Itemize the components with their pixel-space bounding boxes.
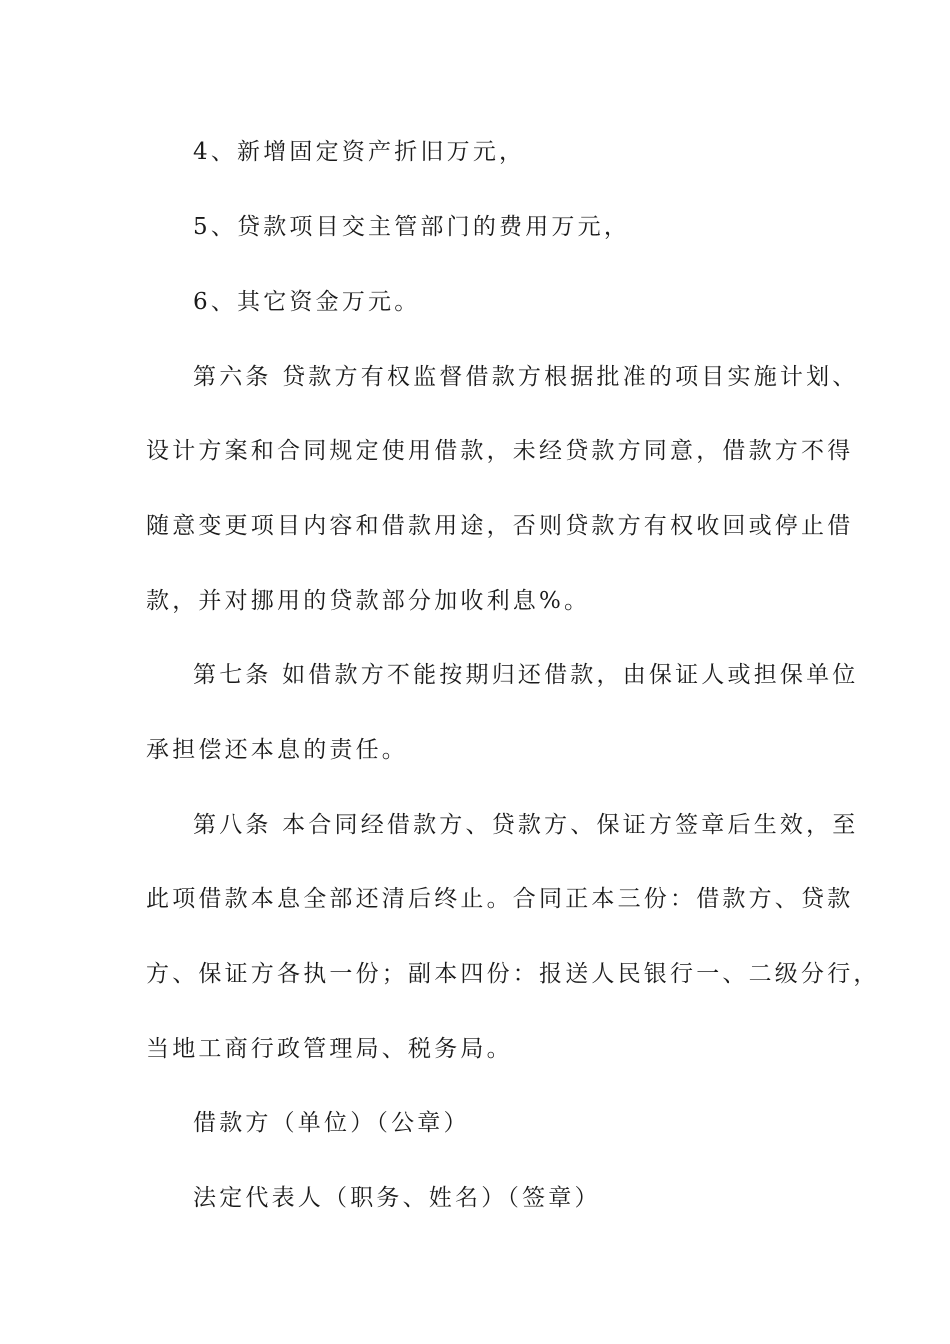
item-4-depreciation: 4、新增固定资产折旧万元， <box>193 139 526 165</box>
article-8-line-1: 第八条 本合同经借款方、贷款方、保证方签章后生效，至 <box>193 812 859 838</box>
article-6-line-4: 款，并对挪用的贷款部分加收利息%。 <box>146 588 591 614</box>
item-6-other-funds: 6、其它资金万元。 <box>193 289 421 315</box>
legal-representative-signature-line: 法定代表人（职务、姓名）（签章） <box>193 1185 601 1211</box>
article-8-line-4: 当地工商行政管理局、税务局。 <box>146 1036 513 1062</box>
article-6-line-2: 设计方案和合同规定使用借款，未经贷款方同意，借款方不得 <box>146 438 854 464</box>
article-7-line-1: 第七条 如借款方不能按期归还借款，由保证人或担保单位 <box>193 662 859 688</box>
item-5-fees: 5、贷款项目交主管部门的费用万元， <box>193 214 631 240</box>
article-7-line-2: 承担偿还本息的责任。 <box>146 737 408 763</box>
article-6-line-3: 随意变更项目内容和借款用途，否则贷款方有权收回或停止借 <box>146 513 854 539</box>
borrower-signature-line: 借款方（单位）（公章） <box>193 1110 470 1136</box>
article-6-line-1: 第六条 贷款方有权监督借款方根据批准的项目实施计划、 <box>193 364 859 390</box>
article-8-line-2: 此项借款本息全部还清后终止。合同正本三份：借款方、贷款 <box>146 886 854 912</box>
article-8-line-3: 方、保证方各执一份；副本四份：报送人民银行一、二级分行， <box>146 961 880 987</box>
